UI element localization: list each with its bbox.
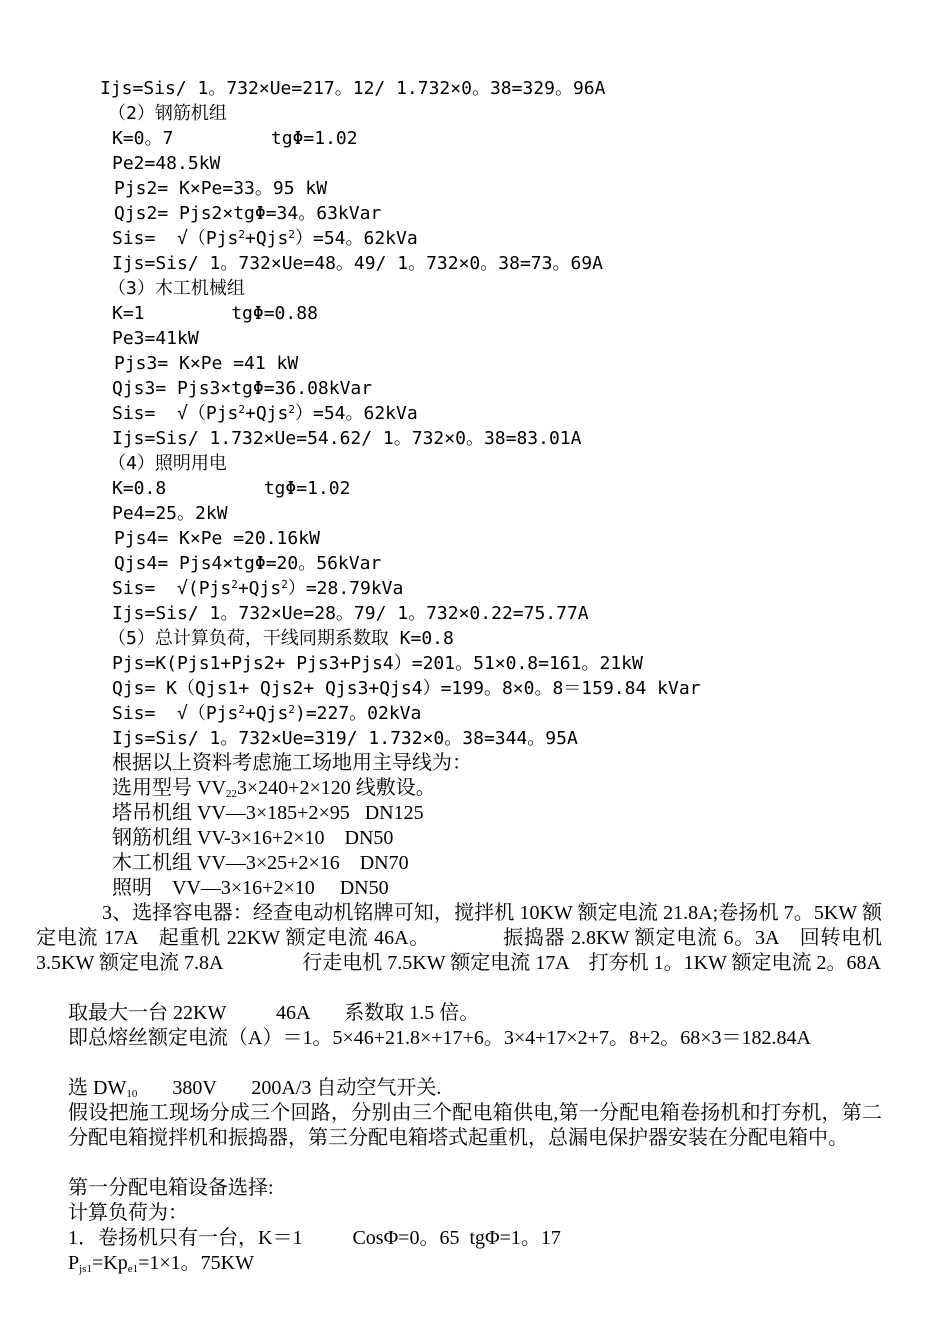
breaker-selection-line: 选 $DW_{10}$ 380V 200A/3 自动空气开关.	[68, 1077, 442, 1100]
qjs-line: Qjs4= Pjs4×tgΦ=20。56kVar	[114, 553, 382, 574]
coefficient-line: K=0.8 tgΦ=1.02	[112, 478, 351, 499]
hoist-pjs-line: $P_{js1}=Kp_{e1}=1\times 1$。75KW	[68, 1252, 254, 1275]
sis-total-line: Sis= √（Pjs$^2$+Qjs$^2$)=227。02kVa	[112, 703, 422, 724]
first-box-heading: 第一分配电箱设备选择:	[68, 1177, 274, 1199]
max-motor-line: 取最大一台 22KW 46A 系数取 1.5 倍。	[68, 1002, 480, 1024]
qjs-line: Qjs2= Pjs2×tgΦ=34。63kVar	[114, 203, 382, 224]
sis-line: Sis= √(Pjs$^2$+Qjs$^2$）=28.79kVa	[112, 578, 404, 599]
coefficient-line: K=1 tgΦ=0.88	[112, 303, 318, 324]
pe-line: Pe2=48.5kW	[112, 153, 221, 174]
sis-line: Sis= √（Pjs$^2$+Qjs$^2$）=54。62kVa	[112, 228, 418, 249]
cable-lighting: 照明 VV—3×16+2×10 DN50	[112, 877, 389, 899]
section-heading-total: （5）总计算负荷，干线同期系数取 K=0.8	[108, 628, 454, 649]
cable-wood: 木工机组 VV—3×25+2×16 DN70	[112, 852, 409, 874]
ijs-total-line: Ijs=Sis/ 1。732×Ue=319/ 1.732×0。38=344。95A	[112, 728, 578, 749]
circuit-division-paragraph: 假设把施工现场分成三个回路，分别由三个配电箱供电,第一分配电箱卷扬机和打夯机，第二分配电箱搅拌机和振捣器，第三分配电箱塔式起重机，总漏电保护器安装在分配电箱中。	[68, 1102, 882, 1149]
pe-line: Pe4=25。2kW	[112, 503, 228, 524]
ijs-line: Ijs=Sis/ 1.732×Ue=54.62/ 1。732×0。38=83.01A	[112, 428, 582, 449]
coefficient-line: K=0。7 tgΦ=1.02	[112, 128, 358, 149]
qjs-total-line: Qjs= K（Qjs1+ Qjs2+ Qjs3+Qjs4）=199。8×0。8＝159.84 kVar	[112, 678, 701, 699]
qjs-line: Qjs3= Pjs3×tgΦ=36.08kVar	[112, 378, 373, 399]
sis-line: Sis= √（Pjs$^2$+Qjs$^2$）=54。62kVa	[112, 403, 418, 424]
pe-line: Pe3=41kW	[112, 328, 199, 349]
section-heading-lighting: （4）照明用电	[108, 453, 227, 474]
cable-model-line: 选用型号 $VV_{22}3\times 240+2\times 120$ 线敷设。	[112, 777, 436, 800]
hoist-coefficient-line: 1．卷扬机只有一台，K＝1 CosΦ=0。65 tgΦ=1。17	[68, 1227, 561, 1249]
pjs-line: Pjs2= K×Pe=33。95 kW	[114, 178, 328, 199]
cable-tower-crane: 塔吊机组 VV—3×185+2×95 DN125	[112, 802, 424, 824]
fuse-selection-paragraph: 3、选择容电器：经查电动机铭牌可知，搅拌机 10KW 额定电流 21.8A;卷扬机 7。5KW 额定电流 17A 起重机 22KW 额定电流 46A。 振捣器 2.8KW 额定电流 6。3A 回转电机 3.5KW 额定电流 7.8A 行走电机 7.5KW 额定电流 17A 打夯机 1。1KW 额定电流 2。68A	[36, 902, 882, 974]
pjs-line: Pjs4= K×Pe =20.16kW	[114, 528, 320, 549]
pjs-total-line: Pjs=K(Pjs1+Pjs2+ Pjs3+Pjs4）=201。51×0.8=161。21kW	[112, 653, 643, 674]
total-fuse-current-paragraph: 即总熔丝额定电流（A）＝1。5×46+21.8×+17+6。3×4+17×2+7。8+2。68×3＝182.84A	[68, 1027, 811, 1049]
conductor-intro: 根据以上资料考虑施工场地用主导线为：	[112, 752, 472, 774]
load-calc-heading: 计算负荷为：	[68, 1202, 188, 1224]
section-heading-wood: （3）木工机械组	[108, 278, 245, 299]
cable-rebar: 钢筋机组 VV-3×16+2×10 DN50	[112, 827, 394, 849]
ijs-line: Ijs=Sis/ 1。732×Ue=48。49/ 1。732×0。38=73。69A	[112, 253, 603, 274]
ijs-line: Ijs=Sis/ 1。732×Ue=28。79/ 1。732×0.22=75.77A	[112, 603, 589, 624]
current-calc-line-tower: Ijs=Sis/ 1。732×Ue=217。12/ 1.732×0。38=329。96A	[100, 78, 606, 99]
section-heading-rebar: （2）钢筋机组	[108, 103, 227, 124]
pjs-line: Pjs3= K×Pe =41 kW	[114, 353, 299, 374]
